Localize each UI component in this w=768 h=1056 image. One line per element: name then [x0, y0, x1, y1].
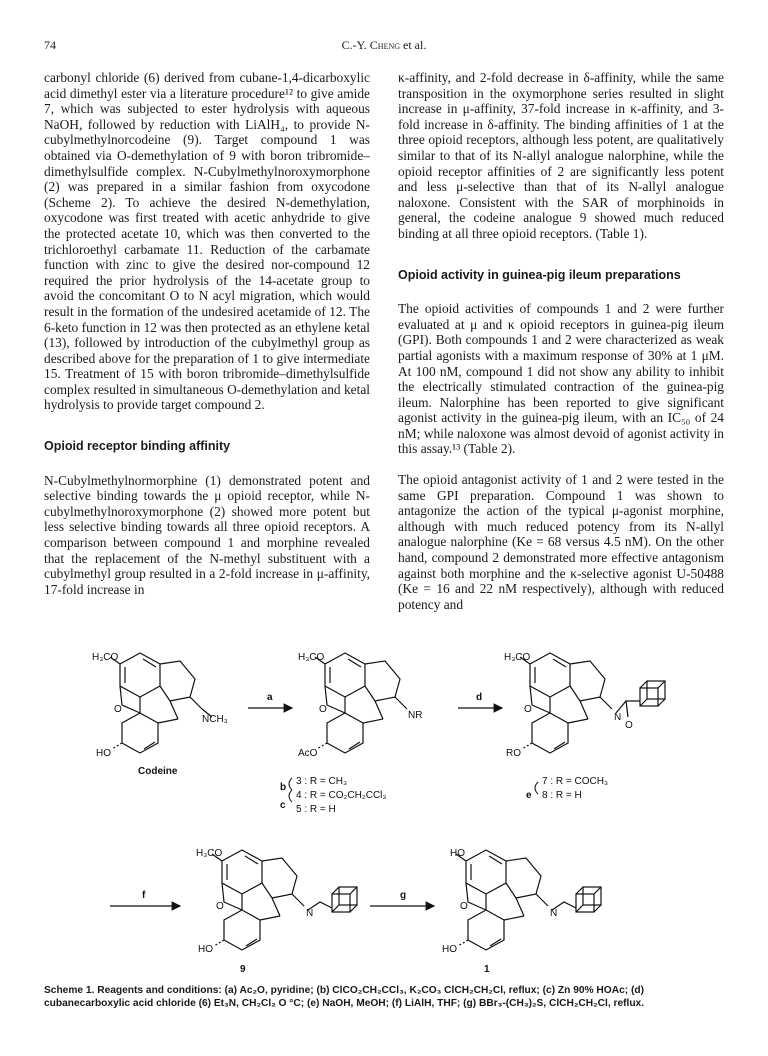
n-methyl-label: NCH₃ [202, 714, 228, 725]
step-c-label: c [280, 800, 286, 811]
page-number: 74 [44, 38, 56, 52]
compound-9-structure [212, 850, 332, 950]
step-a-label: a [267, 692, 273, 703]
paragraph: carbonyl chloride (6) derived from cubane-1,4-dicarboxylic acid dimethyl ester via a literature procedure¹² to give amide 7, which was subjected to ester hydrolysis with aqueous NaOH, followed by reduction with LiAlH₄, to provide N-cubylmethylnorcodeine (9). Target compound 1 was obtained via O-demethylation of 9 with boron tribromide–dimethylsulfide complex. N-Cubylmethylnoroxymorphone (2) was prepared in a similar fashion from oxycodone (Scheme 2). To achieve the desired N-demethylation, oxycodone was first treated with acetic anhydride to give the protected acetate 10, which was then converted to the trichloroethyl carbamate 11. Reduction of the carbamate function with zinc to give the desired nor-compound 12 required the prior hydrolysis of the 14-acetate group to avoid the concomitant O to N acyl migration, which would result in the formation of the undesired acetamide of 12. The 6-keto function in 12 was then protected as an ethylene ketal (13), followed by introduction of the cubylmethyl group as described above for the preparation of 1 to give intermediate 15. Treatment of 15 with boron tribromide–dimethylsulfide complex resulted in simultaneous O-demethylation and ketal hydrolysis to provide target compound 2. [44, 70, 370, 413]
author-name: Cheng [369, 38, 401, 52]
cubane-icon [640, 681, 665, 706]
n-label: N [306, 908, 314, 919]
h3co-label: H₃CO [298, 652, 325, 663]
hydroxyl-label: HO [198, 944, 213, 955]
section-heading: Opioid receptor binding affinity [44, 439, 231, 454]
h3co-label: H₃CO [92, 652, 119, 663]
hydroxyl-label: HO [442, 944, 457, 955]
carbonyl-oxygen-label: O [625, 720, 633, 731]
h3co-label: H₃CO [504, 652, 531, 663]
ro-label: RO [506, 748, 521, 759]
compound-5-label: 5 : R = H [296, 804, 336, 815]
paragraph: The opioid activities of compounds 1 and 2 were further evaluated at μ and κ opioid receptors in guinea-pig ileum (GPI). Both compounds 1 and 2 were characterized as weak partial agonists with a maximum response of 30% at 1 μM. At 100 nM, compound 1 did not show any ability to inhibit the electrically stimulated contraction of the guinea-pig ileum. Nalorphine has been reported to give significant agonist activity in the guinea-pig ileum, with an IC₅₀ of 24 nM; while naloxone was almost devoid of agonist activity in this assay.¹³ (Table 2). [398, 301, 724, 457]
section-heading: Opioid activity in guinea-pig ileum preparations [398, 267, 681, 282]
step-g-label: g [400, 890, 407, 901]
nr-label: NR [408, 710, 423, 721]
paragraph: The opioid antagonist activity of 1 and 2 were tested in the same GPI preparation. Compound 1 was shown to antagonize the action of the typical μ-agonist morphine, although with much reduced potency from its N-allyl analogue nalorphine (Ke = 68 versus 4.5 nM). On the other hand, compound 2 demonstrated more effective antagonism against both morphine and the κ-selective agonist U-50488 (Ke = 16 and 22 nM respectively), although with reduced potency and [398, 472, 724, 612]
ring-oxygen-label: O [114, 704, 122, 715]
ring-oxygen-label: O [319, 704, 327, 715]
codeine-label: Codeine [138, 766, 178, 777]
scheme-caption: Scheme 1. Reagents and conditions: (a) Ac₂O, pyridine; (b) ClCO₂CH₂CCl₃, K₂CO₃ ClCH₂CH₂Cl, reflux; (c) Zn 90% HOAc; (d) cubanecarboxylic acid chloride (6) Et₃N, CH₂Cl₂ O °C; (e) NaOH, MeOH; (f) LiAlH, THF; (g) BBr₃-(CH₃)₂S, ClCH₂CH₂Cl, reflux. [44, 985, 645, 1009]
hydroxyl-label: HO [96, 748, 111, 759]
compound-1-structure [456, 850, 576, 950]
compound-3-label: 3 : R = CH₃ [296, 776, 348, 787]
left-column [44, 70, 370, 597]
amide-structure [520, 653, 640, 753]
codeine-structure [110, 653, 212, 753]
step-d-label: d [476, 692, 483, 703]
compound-1-number: 1 [484, 964, 490, 975]
scheme-svg [70, 636, 730, 976]
right-column [398, 70, 724, 612]
cubane-icon [332, 887, 357, 912]
step-b-label: b [280, 782, 287, 793]
reaction-scheme [70, 636, 730, 976]
n-label: N [550, 908, 558, 919]
step-e-label: e [526, 790, 532, 801]
paragraph: N-Cubylmethylnormorphine (1) demonstrated potent and selective binding towards the μ opioid receptor, while N-cubylmethylnoroxymorphone (2) showed more potent but less selective binding towards all three opioid receptors. A comparison between compound 1 and morphine revealed that the replacement of the N-methyl substituent with a cubylmethyl group resulted in a 2-fold increase in μ-affinity, 17-fold increase in [44, 472, 370, 597]
ring-oxygen-label: O [460, 901, 468, 912]
compound-8-label: 8 : R = H [542, 790, 582, 801]
paragraph: κ-affinity, and 2-fold decrease in δ-affinity, while the same transposition in the oxymorphone series resulted in slight increase in μ-affinity, 37-fold increase in κ-affinity, and 3-fold increase in δ-affinity. The binding affinities of 1 at the three opioid receptors, although less potent, are qualitatively similar to that of its N-allyl analogue nalorphine, while the opioid receptor affinities of 2 are significantly less potent and less μ-selective than that of its N-allyl analogue naloxone. Consistent with the SAR of morphinoids in general, the codeine analogue 9 showed much reduced binding at all three opioid receptors. (Table 1). [398, 70, 724, 241]
acetoxy-label: AcO [298, 748, 318, 759]
compound-7-label: 7 : R = COCH₃ [542, 776, 609, 787]
n-label: N [614, 712, 622, 723]
intermediate-structure [315, 653, 407, 753]
h3co-label: H₃CO [196, 848, 223, 859]
ring-oxygen-label: O [524, 704, 532, 715]
running-head [0, 38, 768, 53]
author-prefix: C.-Y. [341, 38, 370, 52]
step-f-label: f [142, 890, 146, 901]
compound-9-number: 9 [240, 964, 246, 975]
compound-4-label: 4 : R = CO₂CH₂CCl₃ [296, 790, 387, 801]
ring-oxygen-label: O [216, 901, 224, 912]
cubane-icon [576, 887, 601, 912]
hydroxyl-label: HO [450, 848, 465, 859]
author-suffix: et al. [400, 38, 427, 52]
